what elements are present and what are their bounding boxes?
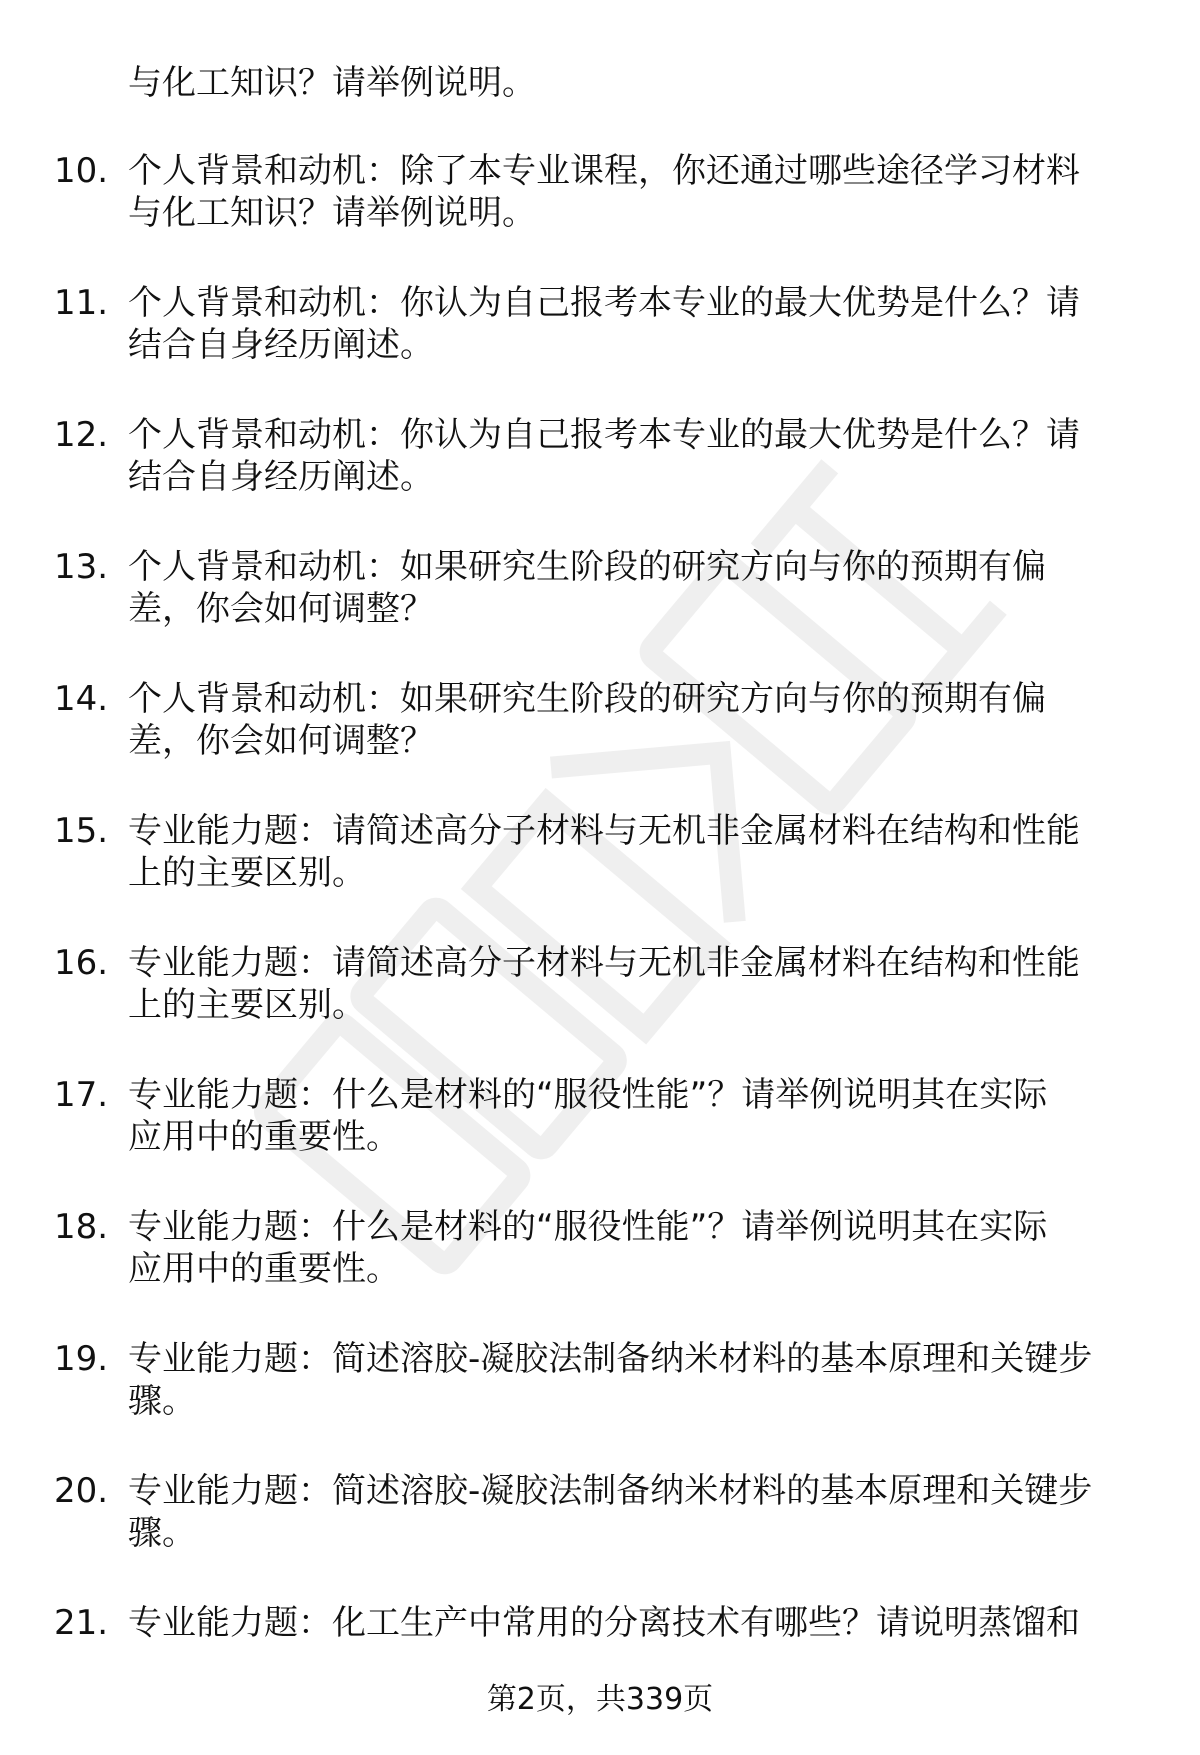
question-number: 17. [54,1075,109,1115]
question-number: 21. [54,1603,109,1643]
question-text [128,942,1148,1026]
question-line: 上的主要区别。 [128,853,366,893]
question-number: 16. [54,943,109,983]
question-number: 11. [54,283,109,323]
question-number: 18. [54,1207,109,1247]
question-item [0,150,1200,282]
question-number: 12. [54,415,109,455]
question-line: 结合自身经历阐述。 [128,325,434,365]
question-line: 差，你会如何调整？ [128,589,434,629]
question-number: 14. [54,679,109,719]
question-line: 上的主要区别。 [128,985,366,1025]
question-item [0,942,1200,1074]
question-text [128,282,1148,366]
question-item [0,414,1200,546]
question-line: 个人背景和动机：你认为自己报考本专业的最大优势是什么？请 [128,283,1080,323]
question-line: 骤。 [128,1381,196,1421]
question-number: 15. [54,811,109,851]
question-text [128,1206,1148,1290]
question-item [0,1338,1200,1470]
question-line: 专业能力题：请简述高分子材料与无机非金属材料在结构和性能 [128,811,1080,851]
question-number: 19. [54,1339,109,1379]
question-text [128,1602,1148,1644]
question-line: 结合自身经历阐述。 [128,457,434,497]
question-line: 专业能力题：简述溶胶-凝胶法制备纳米材料的基本原理和关键步 [128,1339,1093,1379]
question-item [0,282,1200,414]
question-item [0,1206,1200,1338]
question-line: 差，你会如何调整？ [128,721,434,761]
question-text [128,546,1148,630]
page-footer: 第2页，共339页 [486,1682,714,1717]
continued-question-text: 与化工知识？请举例说明。 [128,63,536,103]
question-text [128,150,1148,234]
question-line: 专业能力题：什么是材料的“服役性能”？请举例说明其在实际 [128,1075,1048,1115]
question-line: 个人背景和动机：如果研究生阶段的研究方向与你的预期有偏 [128,547,1046,587]
question-text [128,1470,1148,1554]
question-line: 个人背景和动机：你认为自己报考本专业的最大优势是什么？请 [128,415,1080,455]
question-line: 应用中的重要性。 [128,1249,400,1289]
question-line: 个人背景和动机：如果研究生阶段的研究方向与你的预期有偏 [128,679,1046,719]
question-item [0,546,1200,678]
question-text [128,1338,1148,1422]
question-number: 10. [54,151,109,191]
question-list [0,150,1200,1734]
question-item [0,1470,1200,1602]
question-line: 个人背景和动机：除了本专业课程，你还通过哪些途径学习材料 [128,151,1080,191]
question-line: 专业能力题：什么是材料的“服役性能”？请举例说明其在实际 [128,1207,1048,1247]
question-number: 20. [54,1471,109,1511]
question-item [0,810,1200,942]
question-line: 与化工知识？请举例说明。 [128,193,536,233]
question-text [128,1074,1148,1158]
question-text [128,810,1148,894]
question-line: 专业能力题：请简述高分子材料与无机非金属材料在结构和性能 [128,943,1080,983]
question-number: 13. [54,547,109,587]
question-line: 专业能力题：简述溶胶-凝胶法制备纳米材料的基本原理和关键步 [128,1471,1093,1511]
question-item [0,1074,1200,1206]
question-line: 骤。 [128,1513,196,1553]
question-text [128,414,1148,498]
question-item [0,678,1200,810]
question-line: 应用中的重要性。 [128,1117,400,1157]
question-text [128,678,1148,762]
question-line: 专业能力题：化工生产中常用的分离技术有哪些？请说明蒸馏和 [128,1603,1080,1643]
